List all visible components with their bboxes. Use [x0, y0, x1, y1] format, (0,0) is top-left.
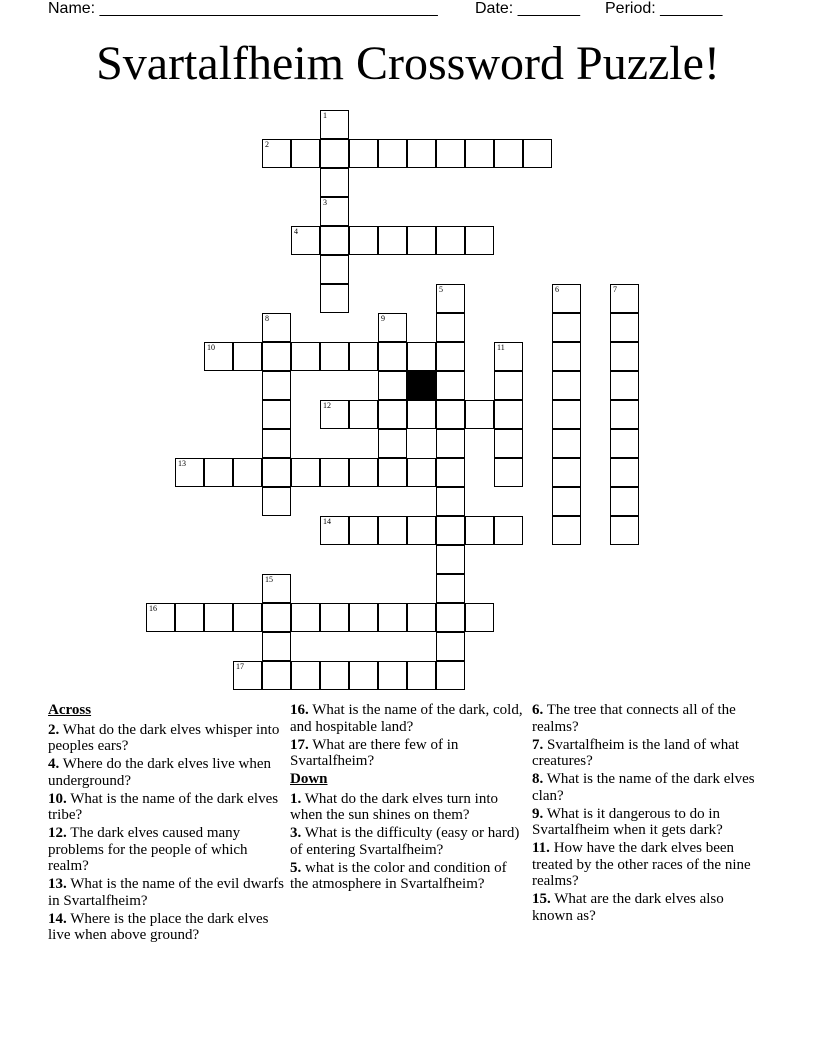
- crossword-cell[interactable]: [349, 342, 378, 371]
- clue-number: 8.: [532, 771, 544, 787]
- clue-text: What is the name of the dark elves clan?: [532, 771, 755, 804]
- clue-number: 4.: [48, 756, 60, 772]
- crossword-cell[interactable]: [291, 661, 320, 690]
- crossword-cell[interactable]: [610, 342, 639, 371]
- crossword-cell[interactable]: [262, 342, 291, 371]
- clue-down-11: [532, 840, 768, 890]
- clue-down-6: [532, 702, 768, 735]
- crossword-cell[interactable]: [407, 516, 436, 545]
- clue-text: What are there few of in Svartalfheim?: [290, 736, 459, 769]
- cell-number: 9: [381, 314, 385, 323]
- cell-number: 13: [178, 459, 186, 468]
- clue-down-15: [532, 891, 768, 924]
- clue-text: What is it dangerous to do in Svartalfheim when it gets dark?: [532, 805, 723, 838]
- crossword-cell[interactable]: [378, 661, 407, 690]
- crossword-cell[interactable]: [233, 661, 262, 690]
- crossword-cell[interactable]: [378, 313, 407, 342]
- clue-number: 13.: [48, 876, 67, 892]
- crossword-cell[interactable]: [175, 458, 204, 487]
- clue-number: 11.: [532, 840, 550, 856]
- clue-text: What are the dark elves also known as?: [532, 891, 724, 924]
- cell-number: 11: [497, 343, 505, 352]
- crossword-cell[interactable]: [378, 342, 407, 371]
- crossword-cell[interactable]: [378, 139, 407, 168]
- crossword-cell[interactable]: [436, 226, 465, 255]
- clue-across-14: [48, 911, 284, 944]
- crossword-cell[interactable]: [320, 603, 349, 632]
- crossword-cell[interactable]: [349, 661, 378, 690]
- crossword-cell[interactable]: [204, 458, 233, 487]
- cell-number: 16: [149, 604, 157, 613]
- crossword-cell[interactable]: [610, 371, 639, 400]
- crossword-cell[interactable]: [436, 139, 465, 168]
- crossword-cell[interactable]: [610, 313, 639, 342]
- crossword-cell[interactable]: [320, 110, 349, 139]
- crossword-cell[interactable]: [552, 458, 581, 487]
- clues-column-3: [532, 702, 768, 926]
- clue-across-17: [290, 737, 526, 770]
- crossword-cell[interactable]: [465, 139, 494, 168]
- crossword-cell[interactable]: [552, 487, 581, 516]
- crossword-cell[interactable]: [349, 603, 378, 632]
- crossword-cell[interactable]: [204, 603, 233, 632]
- clue-number: 12.: [48, 825, 67, 841]
- crossword-cell[interactable]: [436, 313, 465, 342]
- crossword-cell[interactable]: [610, 458, 639, 487]
- crossword-cell[interactable]: [291, 603, 320, 632]
- crossword-cell[interactable]: [378, 226, 407, 255]
- crossword-cell[interactable]: [146, 603, 175, 632]
- crossword-cell[interactable]: [320, 139, 349, 168]
- crossword-cell[interactable]: [291, 226, 320, 255]
- crossword-cell[interactable]: [262, 458, 291, 487]
- clue-across-2: [48, 722, 284, 755]
- crossword-cell[interactable]: [407, 603, 436, 632]
- crossword-cell[interactable]: [233, 342, 262, 371]
- crossword-cell[interactable]: [262, 429, 291, 458]
- clue-text: The tree that connects all of the realms?: [532, 702, 736, 735]
- crossword-cell[interactable]: [494, 458, 523, 487]
- clue-number: 3.: [290, 825, 302, 841]
- crossword-cell[interactable]: [610, 284, 639, 313]
- crossword-cell[interactable]: [407, 139, 436, 168]
- cell-number: 6: [555, 285, 559, 294]
- crossword-cell[interactable]: [494, 342, 523, 371]
- crossword-cell[interactable]: [610, 400, 639, 429]
- clue-text: What do the dark elves whisper into peoples ears?: [48, 721, 280, 754]
- clue-across-4: [48, 756, 284, 789]
- crossword-cell[interactable]: [494, 429, 523, 458]
- clue-text: Where is the place the dark elves live when above ground?: [48, 910, 269, 943]
- crossword-cell[interactable]: [320, 516, 349, 545]
- cell-number: 8: [265, 314, 269, 323]
- clues-column-1: [48, 702, 284, 945]
- crossword-cell[interactable]: [349, 400, 378, 429]
- crossword-cell[interactable]: [552, 371, 581, 400]
- clue-down-5: [290, 860, 526, 893]
- crossword-cell[interactable]: [320, 400, 349, 429]
- clue-text: What is the difficulty (easy or hard) of entering Svartalfheim?: [290, 825, 520, 858]
- crossword-cell[interactable]: [204, 342, 233, 371]
- date-field[interactable]: Date: _______: [475, 0, 580, 17]
- clue-across-12: [48, 825, 284, 875]
- across-heading: Across: [48, 702, 92, 718]
- clue-text: Svartalfheim is the land of what creatures?: [532, 736, 740, 769]
- crossword-cell[interactable]: [320, 197, 349, 226]
- clue-text: The dark elves caused many problems for the people of which realm?: [48, 825, 248, 874]
- clue-text: What is the name of the dark elves tribe?: [48, 790, 279, 823]
- crossword-cell[interactable]: [407, 661, 436, 690]
- crossword-cell[interactable]: [262, 487, 291, 516]
- crossword-cell[interactable]: [262, 603, 291, 632]
- crossword-cell[interactable]: [378, 603, 407, 632]
- crossword-cell[interactable]: [378, 371, 407, 400]
- crossword-cell[interactable]: [407, 226, 436, 255]
- cell-number: 14: [323, 517, 331, 526]
- crossword-cell[interactable]: [552, 284, 581, 313]
- cell-number: 3: [323, 198, 327, 207]
- clue-text: Where do the dark elves live when underground?: [48, 756, 271, 789]
- crossword-cell[interactable]: [378, 516, 407, 545]
- crossword-cell[interactable]: [436, 516, 465, 545]
- crossword-cell[interactable]: [233, 603, 262, 632]
- crossword-cell[interactable]: [494, 516, 523, 545]
- crossword-cell[interactable]: [436, 574, 465, 603]
- cell-number: 15: [265, 575, 273, 584]
- clue-text: What is the name of the evil dwarfs in Svartalfheim?: [48, 876, 284, 909]
- down-heading: Down: [290, 771, 328, 787]
- crossword-cell[interactable]: [552, 400, 581, 429]
- crossword-cell[interactable]: [349, 458, 378, 487]
- clue-down-8: [532, 771, 768, 804]
- crossword-cell[interactable]: [233, 458, 262, 487]
- cell-number: 1: [323, 111, 327, 120]
- crossword-cell[interactable]: [523, 139, 552, 168]
- crossword-cell[interactable]: [552, 342, 581, 371]
- cell-number: 10: [207, 343, 215, 352]
- crossword-cell[interactable]: [465, 226, 494, 255]
- crossword-cell[interactable]: [175, 603, 204, 632]
- crossword-cell[interactable]: [320, 226, 349, 255]
- cell-number: 2: [265, 140, 269, 149]
- cell-number: 17: [236, 662, 244, 671]
- clue-across-10: [48, 791, 284, 824]
- clue-number: 7.: [532, 736, 544, 753]
- page-title: Svartalfheim Crossword Puzzle!: [96, 37, 720, 90]
- clue-number: 15.: [532, 891, 551, 907]
- crossword-cell[interactable]: [436, 371, 465, 400]
- cell-number: 4: [294, 227, 298, 236]
- clue-number: 6.: [532, 702, 544, 718]
- clue-text: what is the color and condition of the atmosphere in Svartalfheim?: [290, 859, 507, 892]
- cell-number: 7: [613, 285, 617, 294]
- crossword-cell[interactable]: [552, 313, 581, 342]
- crossword-cell[interactable]: [610, 516, 639, 545]
- crossword-cell[interactable]: [494, 371, 523, 400]
- crossword-cell[interactable]: [320, 255, 349, 284]
- clue-number: 16.: [290, 702, 309, 718]
- clue-number: 17.: [290, 736, 309, 753]
- clue-down-7: [532, 737, 768, 770]
- crossword-cell[interactable]: [552, 516, 581, 545]
- crossword-cell[interactable]: [320, 661, 349, 690]
- crossword-cell[interactable]: [552, 429, 581, 458]
- clue-number: 14.: [48, 910, 67, 927]
- clue-down-1: [290, 791, 526, 824]
- crossword-cell[interactable]: [262, 632, 291, 661]
- clue-across-13: [48, 876, 284, 909]
- crossword-cell[interactable]: [436, 284, 465, 313]
- clue-number: 5.: [290, 859, 302, 876]
- crossword-cell[interactable]: [436, 632, 465, 661]
- crossword-cell[interactable]: [262, 139, 291, 168]
- crossword-cell[interactable]: [494, 400, 523, 429]
- crossword-cell[interactable]: [320, 284, 349, 313]
- clue-number: 10.: [48, 790, 67, 807]
- crossword-cell[interactable]: [407, 400, 436, 429]
- crossword-cell[interactable]: [407, 458, 436, 487]
- crossword-cell[interactable]: [262, 661, 291, 690]
- period-field[interactable]: Period: _______: [605, 0, 723, 17]
- clues-column-2: [290, 702, 526, 894]
- clue-number: 1.: [290, 790, 302, 807]
- clue-down-3: [290, 825, 526, 858]
- crossword-cell[interactable]: [436, 661, 465, 690]
- crossword-cell[interactable]: [262, 371, 291, 400]
- clue-number: 9.: [532, 805, 544, 822]
- name-field[interactable]: Name: ______________________________________: [48, 0, 438, 17]
- crossword-cell[interactable]: [378, 400, 407, 429]
- crossword-cell[interactable]: [436, 458, 465, 487]
- clue-down-9: [532, 806, 768, 839]
- crossword-cell[interactable]: [610, 487, 639, 516]
- crossword-cell[interactable]: [349, 139, 378, 168]
- crossword-cell[interactable]: [349, 226, 378, 255]
- crossword-cell[interactable]: [262, 313, 291, 342]
- crossword-cell[interactable]: [320, 458, 349, 487]
- crossword-cell[interactable]: [291, 458, 320, 487]
- crossword-cell[interactable]: [262, 574, 291, 603]
- cell-number: 5: [439, 285, 443, 294]
- clue-text: How have the dark elves been treated by the other races of the nine realms?: [532, 840, 751, 889]
- clue-number: 2.: [48, 721, 60, 738]
- black-square: [407, 371, 436, 400]
- clue-text: What do the dark elves turn into when the sun shines on them?: [290, 790, 499, 823]
- clue-text: What is the name of the dark, cold, and hospitable land?: [290, 702, 523, 735]
- crossword-cell[interactable]: [291, 139, 320, 168]
- crossword-cell[interactable]: [407, 342, 436, 371]
- crossword-cell[interactable]: [349, 516, 378, 545]
- cell-number: 12: [323, 401, 331, 410]
- crossword-cell[interactable]: [436, 429, 465, 458]
- crossword-cell[interactable]: [436, 603, 465, 632]
- crossword-cell[interactable]: [378, 458, 407, 487]
- clue-across-16: [290, 702, 526, 735]
- crossword-cell[interactable]: [436, 545, 465, 574]
- crossword-cell[interactable]: [320, 342, 349, 371]
- crossword-cell[interactable]: [494, 139, 523, 168]
- crossword-cell[interactable]: [465, 516, 494, 545]
- crossword-cell[interactable]: [436, 400, 465, 429]
- crossword-cell[interactable]: [436, 487, 465, 516]
- crossword-cell[interactable]: [465, 603, 494, 632]
- crossword-cell[interactable]: [436, 342, 465, 371]
- crossword-cell[interactable]: [262, 400, 291, 429]
- crossword-cell[interactable]: [378, 429, 407, 458]
- crossword-cell[interactable]: [291, 342, 320, 371]
- crossword-cell[interactable]: [610, 429, 639, 458]
- crossword-cell[interactable]: [465, 400, 494, 429]
- crossword-cell[interactable]: [320, 168, 349, 197]
